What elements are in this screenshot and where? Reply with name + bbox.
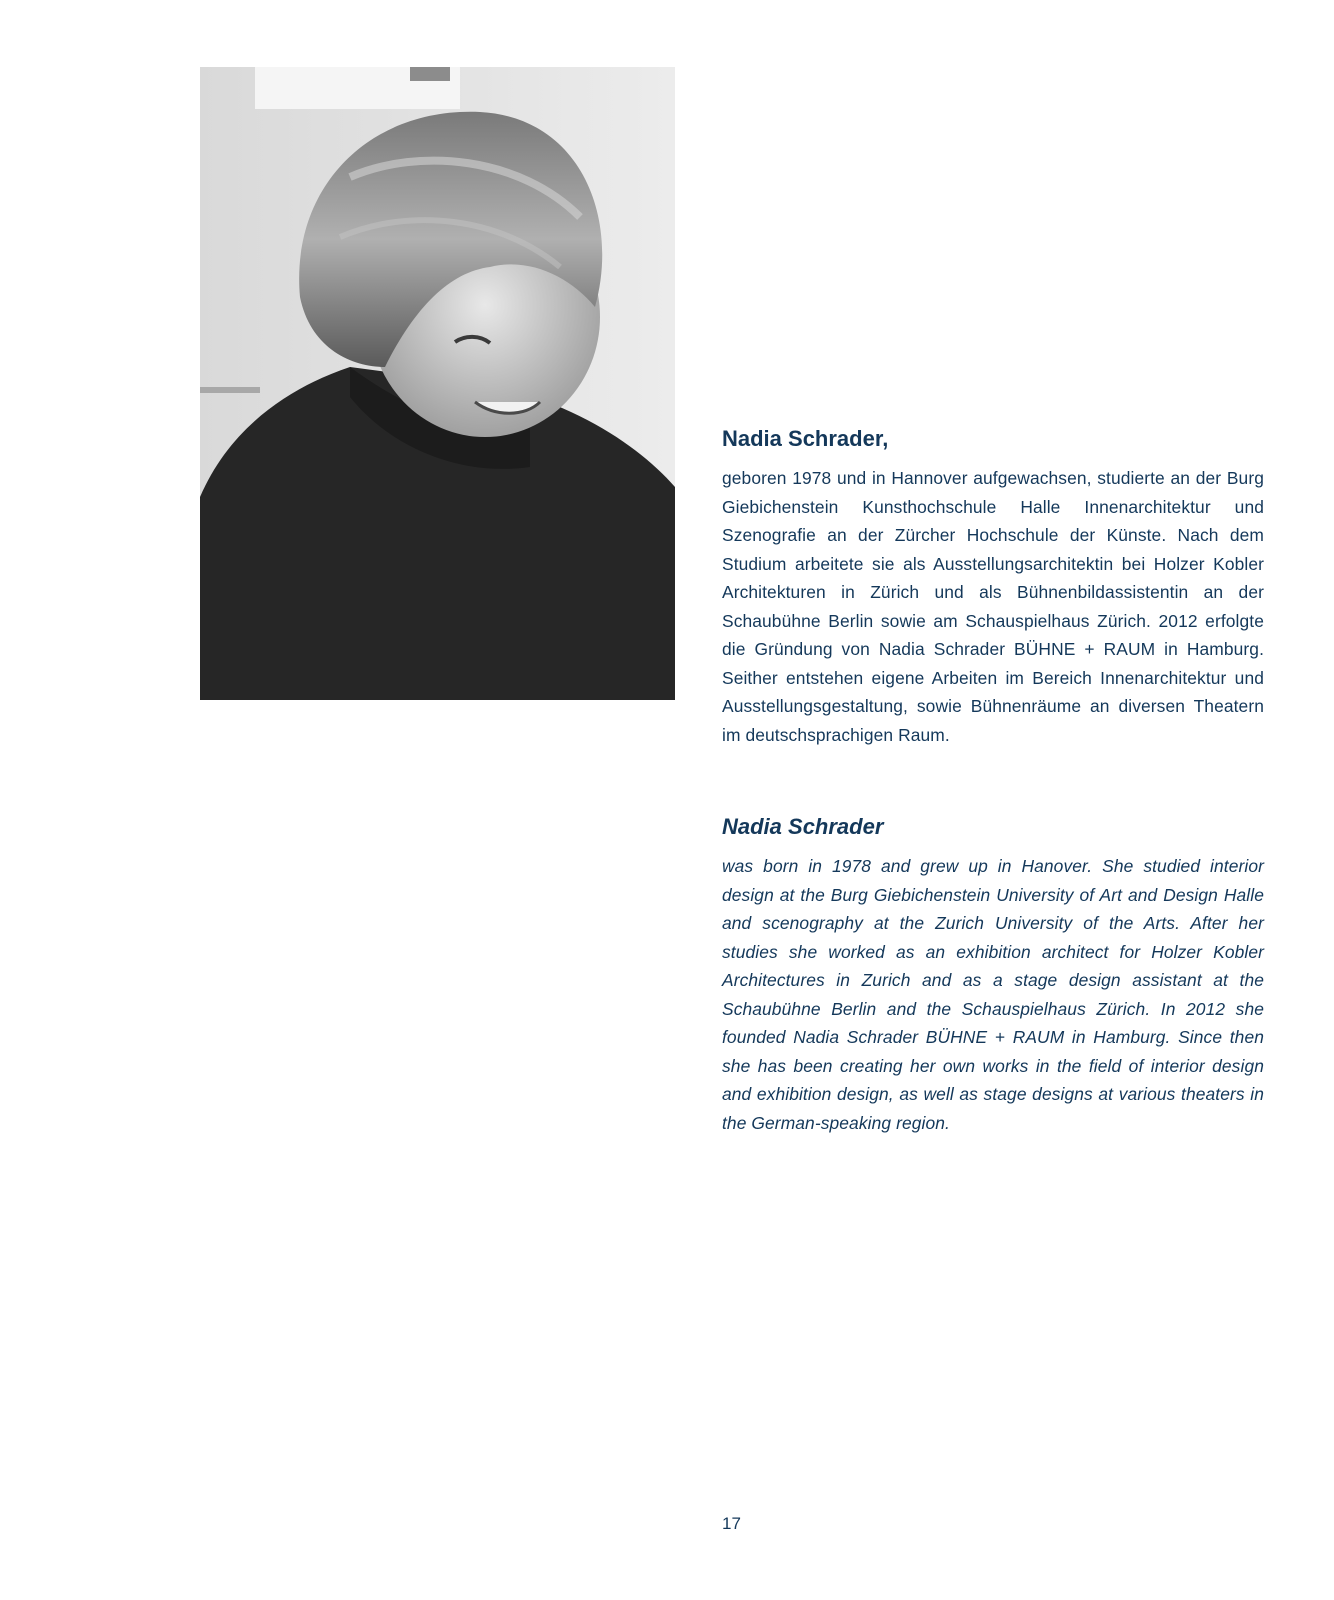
portrait-photo [200, 67, 675, 700]
bio-german [722, 424, 1264, 749]
bio-german-text: geboren 1978 und in Hannover aufgewachsen, studierte an der Burg Giebichenstein Kunsthochschule Halle Innenarchitektur und Szenografie an der Zürcher Hochschule der Künste. Nach dem Studium arbeitete sie als Ausstellungsarchitektin bei Holzer Kobler Architekturen in Zürich und als Bühnenbildassistentin an der Schaubühne Berlin sowie am Schauspielhaus Zürich. 2012 erfolgte die Gründung von Nadia Schrader BÜHNE + RAUM in Hamburg. Seither entstehen eigene Arbeiten im Bereich Innenarchitektur und Ausstellungsgestaltung, sowie Bühnenräume an diversen Theatern im deutschsprachigen Raum. [722, 468, 1264, 745]
bio-english-text: was born in 1978 and grew up in Hanover. She studied interior design at the Burg Giebichenstein University of Art and Design Halle and scenography at the Zurich University of the Arts. After her studies she worked as an exhibition architect for Holzer Kobler Architectures in Zurich and as a stage design assistant at the Schaubühne Berlin and the Schauspielhaus Zürich. In 2012 she founded Nadia Schrader BÜHNE + RAUM in Hamburg. Since then she has been creating her own works in the field of interior design and exhibition design, as well as stage designs at various theaters in the German-speaking region. [722, 856, 1264, 1133]
bio-english [722, 812, 1264, 1137]
bio-german-title: Nadia Schrader, [722, 426, 889, 451]
bio-english-title: Nadia Schrader [722, 814, 884, 839]
page-number: 17 [722, 1514, 741, 1533]
portrait-illustration [200, 67, 675, 700]
